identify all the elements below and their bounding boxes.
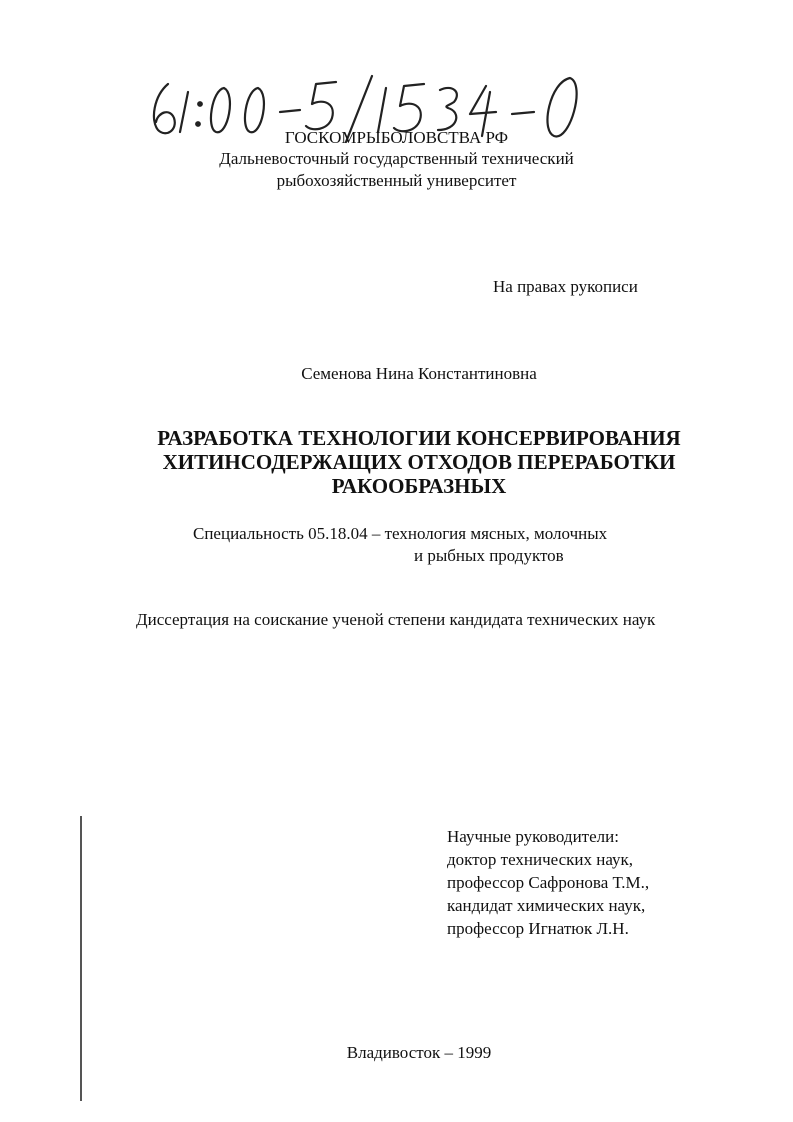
dissertation-note: Диссертация на соискание ученой степени кандидата технических наук <box>136 610 656 629</box>
city-year: Владивосток – 1999 <box>346 1043 492 1062</box>
thesis-title-line1: РАЗРАБОТКА ТЕХНОЛОГИИ КОНСЕРВИРОВАНИЯ <box>157 426 681 450</box>
author-name: Семенова Нина Константиновна <box>301 364 537 383</box>
university-name-line2: рыбохозяйственный университет <box>276 171 517 190</box>
supervisor-line: профессор Игнатюк Л.Н. <box>447 919 629 938</box>
rights-note: На правах рукописи <box>493 277 638 296</box>
supervisor-line: профессор Сафронова Т.М., <box>447 873 650 892</box>
supervisor-line: кандидат химических наук, <box>447 896 646 915</box>
thesis-title-line3: РАКООБРАЗНЫХ <box>331 474 507 498</box>
supervisor-line: доктор технических наук, <box>447 850 634 869</box>
specialty-line1: Специальность 05.18.04 – технология мясных, молочных <box>193 524 608 543</box>
university-name-line1: Дальневосточный государственный технический <box>219 149 574 168</box>
thesis-title-line2: ХИТИНСОДЕРЖАЩИХ ОТХОДОВ ПЕРЕРАБОТКИ <box>162 450 676 474</box>
supervisors-heading: Научные руководители: <box>447 827 619 846</box>
specialty-line2: и рыбных продуктов <box>414 546 564 565</box>
ministry-name: ГОСКОМРЫБОЛОВСТВА РФ <box>284 128 509 147</box>
scan-edge-line <box>80 816 82 1101</box>
